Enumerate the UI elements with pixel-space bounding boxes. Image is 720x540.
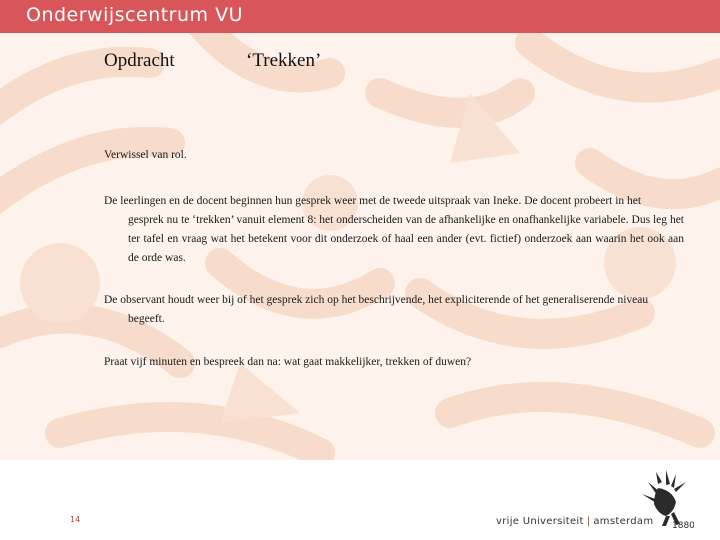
paragraph-4	[104, 353, 684, 372]
paragraph-text: Verwissel van rol.	[104, 149, 187, 161]
paragraph-2	[104, 192, 684, 268]
paragraph-text: De observant houdt weer bij of het gesprek zich op het beschrijvende, het expliciterende of het generaliserende niveau	[104, 294, 649, 306]
paragraph-1	[104, 146, 684, 165]
paragraph-continuation: gesprek nu te ‘trekken’ vanuit element 8: het onderscheiden van de afhankelijke en onafhankelijke variabele. Dus leg het ter tafel en vraag wat het betekent voor dit onderzoek of haal een ander (evt. fictief) onderzoek aan waarin het ook aan de orde was.	[128, 214, 684, 264]
header-bar	[0, 0, 720, 33]
brand-title: Onderwijscentrum VU	[26, 4, 243, 26]
slide-title-right: ‘Trekken’	[246, 50, 322, 71]
vu-griffin-logo-icon	[636, 468, 694, 534]
paragraph-text: Praat vijf minuten en bespreek dan na: wat gaat makkelijker, trekken of duwen?	[104, 356, 472, 368]
university-name-left: vrije Universiteit	[496, 516, 584, 527]
university-name-right: amsterdam	[593, 516, 654, 527]
page-number: 14	[70, 515, 81, 524]
slide-title-left: Opdracht	[104, 50, 175, 71]
paragraph-continuation: begeeft.	[128, 313, 165, 325]
footer	[0, 460, 720, 540]
logo-year-text: 1880	[672, 521, 694, 530]
university-wordmark	[496, 516, 653, 527]
wordmark-separator: |	[586, 516, 591, 527]
paragraph-text: De leerlingen en de docent beginnen hun gesprek weer met de tweede uitspraak van Ineke. De docent probeert in het	[104, 195, 642, 207]
paragraph-3	[104, 291, 684, 329]
